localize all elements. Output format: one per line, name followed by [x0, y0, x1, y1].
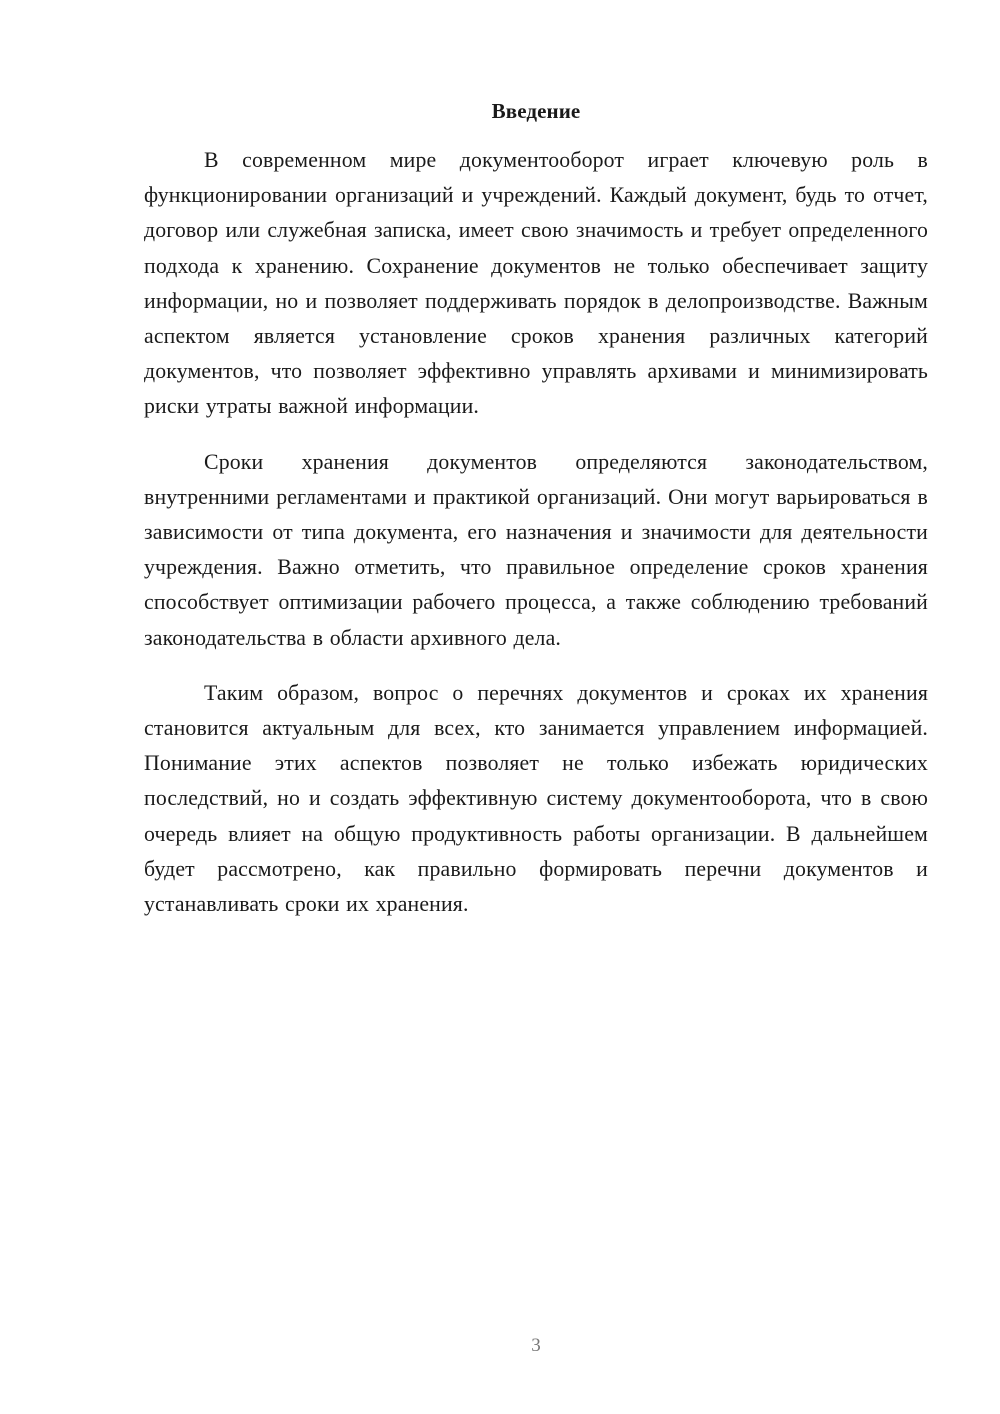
body-text — [144, 143, 928, 942]
section-title: Введение — [491, 99, 581, 123]
page-number: 3 — [531, 1335, 541, 1356]
paragraph-2: Сроки хранения документов определяются законодательством, внутренними регламентами и практикой организаций. Они могут варьироваться в зависимости от типа документа, его назначения и значимости для деятельности учреждения. Важно отметить, что правильное определение сроков хранения способствует оптимизации рабочего процесса, а также соблюдению требований законодательства в области архивного дела. — [144, 449, 928, 650]
paragraph-3: Таким образом, вопрос о перечнях документов и сроках их хранения становится актуальным для всех, кто занимается управлением информацией. Понимание этих аспектов позволяет не только избежать юридических последствий, но и создать эффективную систему документооборота, что в свою очередь влияет на общую продуктивность работы организации. В дальнейшем будет рассмотрено, как правильно формировать перечни документов и устанавливать сроки их хранения. — [144, 680, 928, 917]
paragraph-1: В современном мире документооборот играет ключевую роль в функционировании организаций и учреждений. Каждый документ, будь то отчет, договор или служебная записка, имеет свою значимость и требует определенного подхода к хранению. Сохранение документов не только обеспечивает защиту информации, но и позволяет поддерживать порядок в делопроизводстве. Важным аспектом является установление сроков хранения различных категорий документов, что позволяет эффективно управлять архивами и минимизировать риски утраты важной информации. — [144, 148, 928, 419]
